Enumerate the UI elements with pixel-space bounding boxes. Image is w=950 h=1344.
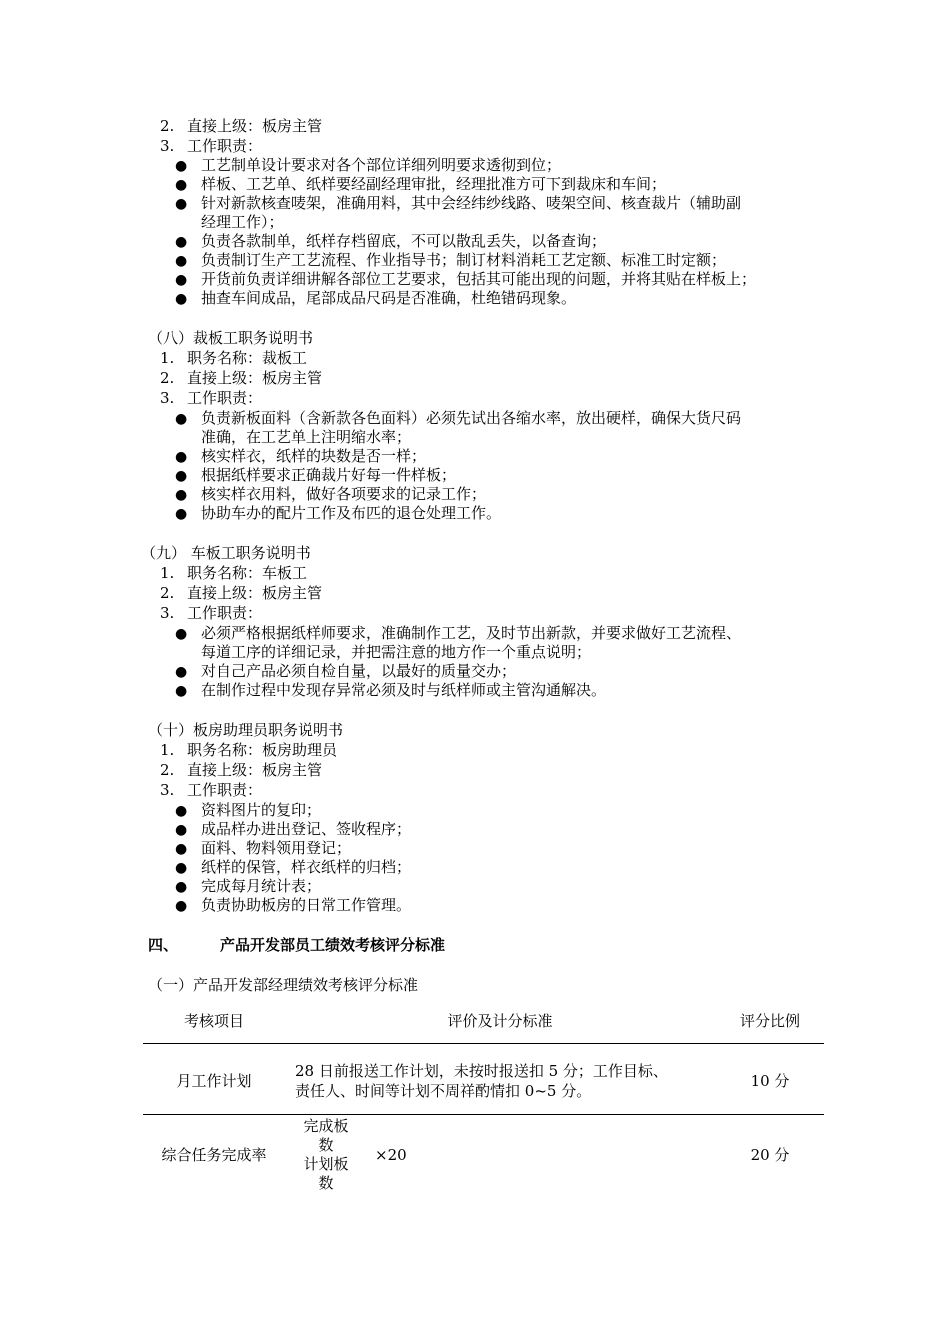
item-text: 直接上级：板房主管 (187, 117, 323, 135)
row1-criteria-line2: 责任人、时间等计划不周祥酌情扣 0~5 分。 (295, 1082, 592, 1100)
duty-item (175, 484, 486, 505)
duty-item (175, 155, 561, 176)
fraction-numerator-line2: 数 (318, 1136, 334, 1154)
item-number: 2. (160, 584, 175, 602)
header-item: 考核项目 (183, 1012, 244, 1030)
duty-item (175, 446, 426, 467)
bullet-icon: ● (175, 822, 188, 838)
duty-item (175, 838, 351, 859)
duty-text-continued: 每道工序的详细记录，并把需注意的地方作一个重点说明； (201, 643, 592, 661)
duty-item (175, 174, 666, 195)
header-ratio: 评分比例 (739, 1012, 800, 1030)
duty-item (175, 408, 741, 429)
item-number: 3. (160, 137, 175, 155)
bullet-icon: ● (175, 158, 188, 174)
bullet-icon: ● (175, 468, 188, 484)
duty-text: 针对新款核查唛架，准确用料，其中会经纬纱线路、唛架空间、核查裁片（辅助副 (201, 194, 742, 212)
duty-item (175, 895, 411, 916)
duty-item (175, 819, 411, 840)
item-number: 2. (160, 117, 175, 135)
duty-text: 协助车办的配片工作及布匹的退仓处理工作。 (201, 504, 502, 522)
duty-text: 纸样的保管，样衣纸样的归档； (201, 858, 412, 876)
row1-item: 月工作计划 (176, 1072, 252, 1090)
item-number: 1. (160, 564, 175, 582)
duty-text: 必须严格根据纸样师要求，准确制作工艺，及时节出新款，并要求做好工艺流程、 (201, 624, 742, 642)
duty-text: 负责制订生产工艺流程、作业指导书；制订材料消耗工艺定额、标准工时定额； (201, 251, 727, 269)
bullet-icon: ● (175, 683, 188, 699)
bullet-icon: ● (175, 177, 188, 193)
part4-subtitle: （一）产品开发部经理绩效考核评分标准 (148, 976, 419, 994)
item-text: 直接上级：板房主管 (187, 761, 323, 779)
duty-item (175, 876, 321, 897)
header-criteria: 评价及计分标准 (447, 1012, 553, 1030)
bullet-icon: ● (175, 860, 188, 876)
duty-item (175, 503, 501, 524)
duty-item (175, 193, 741, 214)
item-text: 工作职责： (187, 137, 263, 155)
part4-number: 四、 (148, 936, 179, 954)
item-number: 3. (160, 604, 175, 622)
item-text: 工作职责： (187, 781, 263, 799)
duty-text: 根据纸样要求正确裁片好每一件样板； (201, 466, 457, 484)
item-text: 职务名称：板房助理员 (187, 741, 338, 759)
numbered-item (160, 136, 262, 156)
duty-text: 样板、工艺单、纸样要经副经理审批，经理批准方可下到裁床和车间； (201, 175, 667, 193)
duty-text: 资料图片的复印； (201, 801, 322, 819)
fraction-numerator-line1: 完成板 (303, 1117, 349, 1135)
duty-item (175, 623, 741, 644)
table-rule (143, 1114, 824, 1115)
numbered-item (160, 116, 322, 136)
duty-text-continued: 准确，在工艺单上注明缩水率； (201, 428, 412, 446)
duty-text: 对自己产品必须自检自量，以最好的质量交办； (201, 662, 517, 680)
item-text: 工作职责： (187, 604, 263, 622)
section-8-title: （八）裁板工职务说明书 (148, 329, 314, 347)
duty-text: 开货前负责详细讲解各部位工艺要求，包括其可能出现的问题，并将其贴在样板上； (201, 270, 757, 288)
bullet-icon: ● (175, 253, 188, 269)
duty-text: 工艺制单设计要求对各个部位详细列明要求透彻到位； (201, 156, 562, 174)
numbered-item (160, 603, 262, 623)
duty-text: 完成每月统计表； (201, 877, 322, 895)
bullet-icon: ● (175, 803, 188, 819)
row2-multiplier: ×20 (375, 1146, 407, 1164)
numbered-item (160, 388, 262, 408)
duty-text: 在制作过程中发现存异常必须及时与纸样师或主管沟通解决。 (201, 681, 607, 699)
item-number: 1. (160, 349, 175, 367)
numbered-item (160, 780, 262, 800)
duty-item (175, 269, 756, 290)
duty-item (175, 231, 606, 252)
section-9-title: （九） 车板工职务说明书 (141, 544, 311, 562)
item-text: 工作职责： (187, 389, 263, 407)
bullet-icon: ● (175, 841, 188, 857)
numbered-item (160, 348, 307, 368)
row1-criteria-line1: 28 日前报送工作计划，未按时报送扣 5 分；工作目标、 (295, 1062, 668, 1080)
bullet-icon: ● (175, 879, 188, 895)
item-number: 1. (160, 741, 175, 759)
duty-text: 核实样衣用料，做好各项要求的记录工作； (201, 485, 487, 503)
bullet-icon: ● (175, 626, 188, 642)
item-number: 2. (160, 369, 175, 387)
duty-item (175, 661, 516, 682)
numbered-item (160, 760, 322, 780)
duty-text: 面料、物料领用登记； (201, 839, 352, 857)
duty-text: 核实样衣，纸样的块数是否一样； (201, 447, 427, 465)
duty-item (175, 857, 411, 878)
row1-score: 10 分 (750, 1072, 790, 1090)
duty-item (175, 250, 726, 271)
bullet-icon: ● (175, 196, 188, 212)
item-number: 3. (160, 781, 175, 799)
duty-item (175, 465, 456, 486)
duty-text-continued: 经理工作）； (201, 213, 284, 231)
duty-text: 负责新板面料（含新款各色面料）必须先试出各缩水率，放出硬样，确保大货尺码 (201, 409, 742, 427)
duty-text: 抽查车间成品，尾部成品尺码是否准确，杜绝错码现象。 (201, 289, 577, 307)
bullet-icon: ● (175, 487, 188, 503)
numbered-item (160, 368, 322, 388)
part4-title: 产品开发部员工绩效考核评分标准 (220, 936, 446, 954)
bullet-icon: ● (175, 411, 188, 427)
duty-item (175, 800, 321, 821)
item-number: 3. (160, 389, 175, 407)
bullet-icon: ● (175, 664, 188, 680)
bullet-icon: ● (175, 506, 188, 522)
duty-item (175, 680, 606, 701)
section-10-title: （十）板房助理员职务说明书 (148, 721, 344, 739)
bullet-icon: ● (175, 291, 188, 307)
item-text: 职务名称：裁板工 (187, 349, 308, 367)
duty-text: 负责协助板房的日常工作管理。 (201, 896, 412, 914)
numbered-item (160, 740, 337, 760)
item-number: 2. (160, 761, 175, 779)
duty-text: 成品样办进出登记、签收程序； (201, 820, 412, 838)
part4-heading (148, 935, 445, 955)
item-text: 职务名称：车板工 (187, 564, 308, 582)
numbered-item (160, 583, 322, 603)
row2-item: 综合任务完成率 (161, 1146, 267, 1164)
numbered-item (160, 563, 307, 583)
bullet-icon: ● (175, 449, 188, 465)
row2-score: 20 分 (750, 1146, 790, 1164)
duty-item (175, 288, 576, 309)
item-text: 直接上级：板房主管 (187, 369, 323, 387)
bullet-icon: ● (175, 272, 188, 288)
fraction-denominator-line1: 计划板 (303, 1155, 349, 1173)
fraction-denominator-line2: 数 (318, 1174, 334, 1192)
item-text: 直接上级：板房主管 (187, 584, 323, 602)
duty-text: 负责各款制单，纸样存档留底，不可以散乱丢失，以备查询； (201, 232, 607, 250)
bullet-icon: ● (175, 234, 188, 250)
bullet-icon: ● (175, 898, 188, 914)
table-rule (143, 1043, 824, 1044)
